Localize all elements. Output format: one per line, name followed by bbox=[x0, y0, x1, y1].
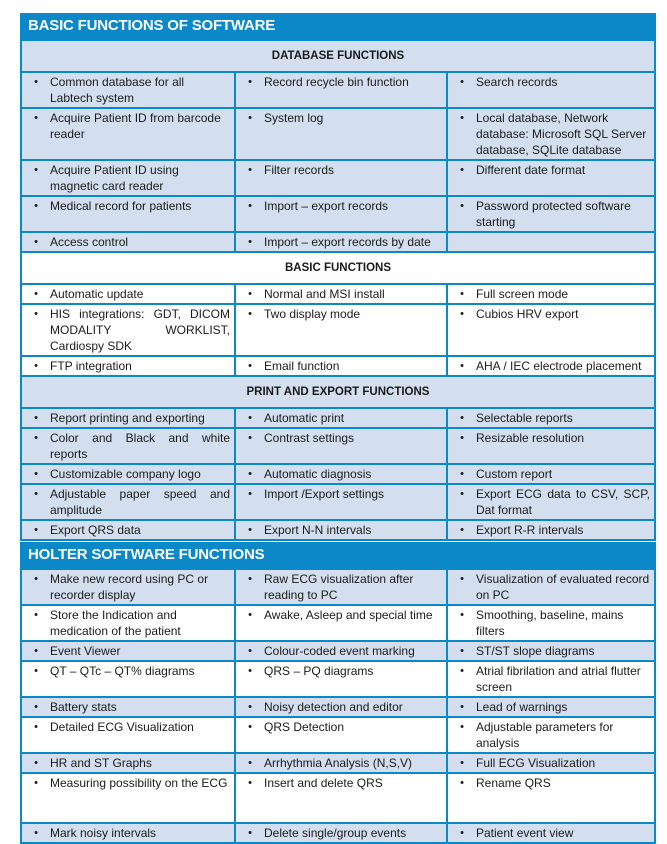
table-cell bbox=[446, 718, 654, 752]
bullet-icon: • bbox=[248, 360, 252, 372]
bullet-icon: • bbox=[248, 76, 252, 88]
basic-functions-title: BASIC FUNCTIONS OF SOFTWARE bbox=[22, 15, 654, 39]
bullet-icon: • bbox=[460, 76, 464, 88]
bullet-icon: • bbox=[460, 609, 464, 621]
feature-text: Customizable company logo bbox=[50, 467, 201, 481]
feature-text: Measuring possibility on the ECG bbox=[50, 776, 228, 790]
feature-text: ST/ST slope diagrams bbox=[476, 644, 595, 658]
bullet-icon: • bbox=[460, 777, 464, 789]
bullet-icon: • bbox=[460, 164, 464, 176]
feature-text: Color and Black and white reports bbox=[50, 431, 230, 461]
bullet-icon: • bbox=[248, 164, 252, 176]
feature-text: Selectable reports bbox=[476, 411, 573, 425]
feature-text: Colour-coded event marking bbox=[264, 644, 415, 658]
feature-text: Adjustable paper speed and amplitude bbox=[50, 487, 230, 517]
table-cell bbox=[446, 570, 654, 604]
feature-text: AHA / IEC electrode placement bbox=[476, 359, 642, 373]
table-row bbox=[22, 303, 654, 355]
table-row bbox=[22, 640, 654, 660]
table-cell bbox=[446, 429, 654, 463]
bullet-icon: • bbox=[248, 827, 252, 839]
basic-functions-body bbox=[22, 39, 654, 539]
bullet-icon: • bbox=[460, 701, 464, 713]
table-cell bbox=[446, 465, 654, 483]
table-cell bbox=[234, 521, 446, 539]
table-cell bbox=[234, 754, 446, 772]
bullet-icon: • bbox=[460, 412, 464, 424]
bullet-icon: • bbox=[248, 609, 252, 621]
table-cell bbox=[234, 718, 446, 752]
table-cell bbox=[22, 718, 234, 752]
feature-text: Contrast settings bbox=[264, 431, 355, 445]
feature-text: Automatic print bbox=[264, 411, 345, 425]
bullet-icon: • bbox=[34, 76, 38, 88]
table-row bbox=[22, 355, 654, 375]
table-row bbox=[22, 604, 654, 640]
table-cell bbox=[446, 824, 654, 842]
feature-text: Patient event view bbox=[476, 826, 574, 840]
table-cell bbox=[22, 662, 234, 696]
bullet-icon: • bbox=[460, 112, 464, 124]
feature-text: Cubios HRV export bbox=[476, 307, 579, 321]
table-cell bbox=[234, 642, 446, 660]
feature-text: Delete single/group events bbox=[264, 826, 407, 840]
bullet-icon: • bbox=[34, 777, 38, 789]
feature-text: Store the Indication and medication of the patient bbox=[50, 608, 181, 638]
feature-text: Noisy detection and editor bbox=[264, 700, 403, 714]
table-cell bbox=[234, 824, 446, 842]
table-cell bbox=[234, 73, 446, 107]
table-row bbox=[22, 519, 654, 539]
bullet-icon: • bbox=[248, 573, 252, 585]
feature-text: QRS – PQ diagrams bbox=[264, 664, 374, 678]
table-cell bbox=[446, 754, 654, 772]
table-cell bbox=[22, 285, 234, 303]
bullet-icon: • bbox=[460, 288, 464, 300]
bullet-icon: • bbox=[460, 468, 464, 480]
table-cell bbox=[446, 305, 654, 355]
table-cell bbox=[22, 161, 234, 195]
feature-text: Battery stats bbox=[50, 700, 117, 714]
feature-text: Make new record using PC or recorder display bbox=[50, 572, 209, 602]
bullet-icon: • bbox=[460, 645, 464, 657]
feature-text: Search records bbox=[476, 75, 558, 89]
table-cell bbox=[234, 357, 446, 375]
feature-text: Different date format bbox=[476, 163, 586, 177]
table-cell bbox=[22, 109, 234, 159]
section-heading: DATABASE FUNCTIONS bbox=[22, 39, 654, 71]
bullet-icon: • bbox=[34, 432, 38, 444]
table-cell bbox=[22, 409, 234, 427]
bullet-icon: • bbox=[34, 236, 38, 248]
table-cell bbox=[234, 197, 446, 231]
table-cell bbox=[446, 485, 654, 519]
table-row bbox=[22, 427, 654, 463]
bullet-icon: • bbox=[34, 665, 38, 677]
feature-text: Lead of warnings bbox=[476, 700, 568, 714]
bullet-icon: • bbox=[460, 573, 464, 585]
bullet-icon: • bbox=[34, 827, 38, 839]
table-row bbox=[22, 283, 654, 303]
table-row bbox=[22, 71, 654, 107]
holter-functions-body bbox=[22, 568, 654, 842]
table-cell bbox=[22, 521, 234, 539]
table-cell bbox=[22, 606, 234, 640]
table-row bbox=[22, 231, 654, 251]
bullet-icon: • bbox=[34, 112, 38, 124]
feature-text: Adjustable parameters for analysis bbox=[476, 720, 614, 750]
feature-text: Import – export records bbox=[264, 199, 389, 213]
bullet-icon: • bbox=[460, 524, 464, 536]
feature-text: Export ECG data to CSV, SCP, Dat format bbox=[476, 487, 650, 517]
table-cell bbox=[22, 824, 234, 842]
bullet-icon: • bbox=[34, 288, 38, 300]
bullet-icon: • bbox=[248, 645, 252, 657]
bullet-icon: • bbox=[248, 112, 252, 124]
bullet-icon: • bbox=[460, 360, 464, 372]
bullet-icon: • bbox=[34, 200, 38, 212]
table-row bbox=[22, 822, 654, 842]
feature-text: Password protected software starting bbox=[476, 199, 631, 229]
table-cell bbox=[234, 305, 446, 355]
table-cell bbox=[234, 774, 446, 822]
bullet-icon: • bbox=[34, 757, 38, 769]
feature-text: HIS integrations: GDT, DICOM MODALITY WORKLIST, Cardiospy SDK bbox=[50, 307, 230, 353]
table-row bbox=[22, 407, 654, 427]
table-row bbox=[22, 568, 654, 604]
table-cell bbox=[22, 197, 234, 231]
table-cell bbox=[234, 698, 446, 716]
table-cell bbox=[446, 409, 654, 427]
table-cell bbox=[22, 642, 234, 660]
table-cell bbox=[234, 161, 446, 195]
table-cell bbox=[446, 774, 654, 822]
feature-text: Arrhythmia Analysis (N,S,V) bbox=[264, 756, 413, 770]
feature-text: Email function bbox=[264, 359, 340, 373]
table-cell bbox=[446, 662, 654, 696]
table-row bbox=[22, 752, 654, 772]
feature-text: Import – export records by date bbox=[264, 235, 431, 249]
feature-text: Automatic diagnosis bbox=[264, 467, 372, 481]
bullet-icon: • bbox=[34, 360, 38, 372]
bullet-icon: • bbox=[34, 645, 38, 657]
table-cell bbox=[22, 305, 234, 355]
bullet-icon: • bbox=[248, 308, 252, 320]
bullet-icon: • bbox=[460, 827, 464, 839]
bullet-icon: • bbox=[248, 236, 252, 248]
table-cell bbox=[234, 109, 446, 159]
feature-text: FTP integration bbox=[50, 359, 132, 373]
table-cell bbox=[22, 774, 234, 822]
feature-text: Access control bbox=[50, 235, 129, 249]
feature-text: Detailed ECG Visualization bbox=[50, 720, 194, 734]
bullet-icon: • bbox=[34, 468, 38, 480]
feature-text: Smoothing, baseline, mains filters bbox=[476, 608, 624, 638]
table-row bbox=[22, 660, 654, 696]
bullet-icon: • bbox=[460, 721, 464, 733]
feature-text: Filter records bbox=[264, 163, 335, 177]
table-cell bbox=[234, 233, 446, 251]
holter-functions-table bbox=[20, 542, 656, 844]
basic-functions-table bbox=[20, 13, 656, 541]
bullet-icon: • bbox=[34, 164, 38, 176]
feature-text: System log bbox=[264, 111, 324, 125]
bullet-icon: • bbox=[34, 609, 38, 621]
table-row bbox=[22, 159, 654, 195]
table-cell bbox=[446, 233, 654, 251]
bullet-icon: • bbox=[248, 721, 252, 733]
bullet-icon: • bbox=[460, 432, 464, 444]
section-heading: BASIC FUNCTIONS bbox=[22, 251, 654, 283]
feature-text: Report printing and exporting bbox=[50, 411, 205, 425]
table-cell bbox=[22, 357, 234, 375]
bullet-icon: • bbox=[34, 488, 38, 500]
table-row bbox=[22, 716, 654, 752]
bullet-icon: • bbox=[34, 524, 38, 536]
table-row bbox=[22, 107, 654, 159]
feature-text: Awake, Asleep and special time bbox=[264, 608, 433, 622]
bullet-icon: • bbox=[34, 308, 38, 320]
bullet-icon: • bbox=[248, 488, 252, 500]
feature-text: Import /Export settings bbox=[264, 487, 385, 501]
table-cell bbox=[446, 698, 654, 716]
feature-text: Acquire Patient ID from barcode reader bbox=[50, 111, 221, 141]
bullet-icon: • bbox=[248, 288, 252, 300]
section-heading: PRINT AND EXPORT FUNCTIONS bbox=[22, 375, 654, 407]
table-cell bbox=[446, 357, 654, 375]
bullet-icon: • bbox=[248, 665, 252, 677]
table-row bbox=[22, 463, 654, 483]
table-cell bbox=[22, 698, 234, 716]
feature-text: Export QRS data bbox=[50, 523, 141, 537]
bullet-icon: • bbox=[248, 701, 252, 713]
table-cell bbox=[234, 429, 446, 463]
table-cell bbox=[22, 429, 234, 463]
table-row bbox=[22, 483, 654, 519]
bullet-icon: • bbox=[460, 200, 464, 212]
table-cell bbox=[446, 197, 654, 231]
table-row bbox=[22, 696, 654, 716]
feature-text: Rename QRS bbox=[476, 776, 551, 790]
table-cell bbox=[446, 521, 654, 539]
feature-text: Two display mode bbox=[264, 307, 361, 321]
feature-text: Custom report bbox=[476, 467, 553, 481]
feature-text: Medical record for patients bbox=[50, 199, 192, 213]
feature-text: Atrial fibrilation and atrial flutter screen bbox=[476, 664, 641, 694]
bullet-icon: • bbox=[34, 721, 38, 733]
table-cell bbox=[234, 662, 446, 696]
feature-text: QT – QTc – QT% diagrams bbox=[50, 664, 195, 678]
feature-text: Raw ECG visualization after reading to PC bbox=[264, 572, 414, 602]
table-cell bbox=[234, 409, 446, 427]
bullet-icon: • bbox=[460, 488, 464, 500]
bullet-icon: • bbox=[248, 757, 252, 769]
table-cell bbox=[446, 285, 654, 303]
table-cell bbox=[446, 606, 654, 640]
bullet-icon: • bbox=[34, 701, 38, 713]
bullet-icon: • bbox=[460, 757, 464, 769]
table-row bbox=[22, 195, 654, 231]
table-cell bbox=[22, 754, 234, 772]
feature-text: Automatic update bbox=[50, 287, 144, 301]
feature-text: Event Viewer bbox=[50, 644, 121, 658]
feature-text: Normal and MSI install bbox=[264, 287, 385, 301]
feature-text: Mark noisy intervals bbox=[50, 826, 157, 840]
table-cell bbox=[234, 485, 446, 519]
feature-text: Visualization of evaluated record on PC bbox=[476, 572, 650, 602]
table-cell bbox=[22, 233, 234, 251]
table-cell bbox=[234, 606, 446, 640]
table-cell bbox=[22, 570, 234, 604]
table-cell bbox=[446, 109, 654, 159]
table-cell bbox=[22, 485, 234, 519]
bullet-icon: • bbox=[248, 432, 252, 444]
bullet-icon: • bbox=[248, 777, 252, 789]
feature-text: Common database for all Labtech system bbox=[50, 75, 185, 105]
table-cell bbox=[446, 161, 654, 195]
table-cell bbox=[22, 73, 234, 107]
table-cell bbox=[446, 642, 654, 660]
feature-text: Acquire Patient ID using magnetic card reader bbox=[50, 163, 179, 193]
bullet-icon: • bbox=[460, 665, 464, 677]
bullet-icon: • bbox=[460, 308, 464, 320]
bullet-icon: • bbox=[34, 573, 38, 585]
bullet-icon: • bbox=[34, 412, 38, 424]
table-cell bbox=[234, 465, 446, 483]
bullet-icon: • bbox=[248, 412, 252, 424]
feature-text: HR and ST Graphs bbox=[50, 756, 152, 770]
feature-text: QRS Detection bbox=[264, 720, 345, 734]
feature-text: Full ECG Visualization bbox=[476, 756, 596, 770]
feature-text: Record recycle bin function bbox=[264, 75, 409, 89]
bullet-icon: • bbox=[248, 200, 252, 212]
feature-text: Export R-R intervals bbox=[476, 523, 584, 537]
feature-text: Full screen mode bbox=[476, 287, 569, 301]
feature-text: Local database, Network database: Microsoft SQL Server database, SQLite database bbox=[476, 111, 647, 157]
holter-functions-title: HOLTER SOFTWARE FUNCTIONS bbox=[22, 544, 654, 568]
table-cell bbox=[234, 570, 446, 604]
table-cell bbox=[22, 465, 234, 483]
table-row bbox=[22, 772, 654, 822]
feature-text: Export N-N intervals bbox=[264, 523, 372, 537]
table-cell bbox=[234, 285, 446, 303]
bullet-icon: • bbox=[248, 524, 252, 536]
feature-text: Resizable resolution bbox=[476, 431, 585, 445]
table-cell bbox=[446, 73, 654, 107]
bullet-icon: • bbox=[248, 468, 252, 480]
feature-text: Insert and delete QRS bbox=[264, 776, 383, 790]
